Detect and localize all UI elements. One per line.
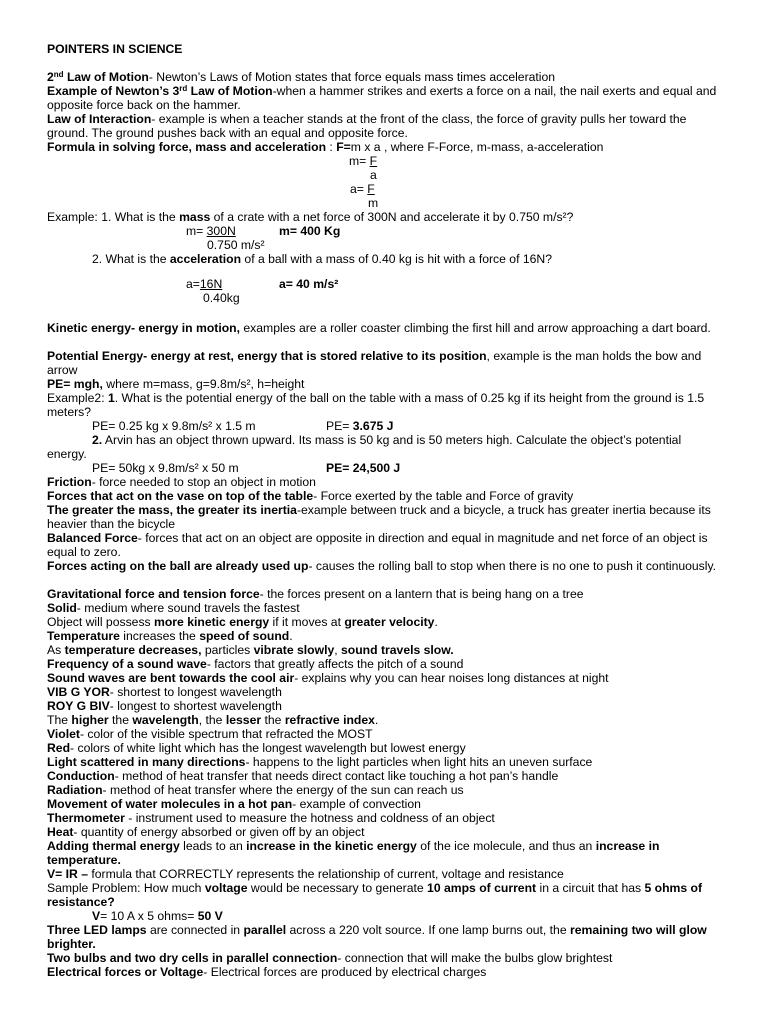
example-1-solution: m= 300N bbox=[186, 224, 236, 238]
solid-medium: Solid- medium where sound travels the fastest bbox=[47, 601, 300, 615]
example-1-denominator: 0.750 m/s² bbox=[207, 238, 265, 252]
example-1-answer: m= 400 Kg bbox=[279, 224, 341, 238]
document-title: POINTERS IN SCIENCE bbox=[47, 42, 183, 56]
example-2-question: 2. What is the acceleration of a ball with a mass of 0.40 kg is hit with a force of 16N? bbox=[92, 252, 552, 266]
thermal-energy: Adding thermal energy leads to an increase in the kinetic energy of the ice molecule, and thus an increase in temperature. bbox=[47, 839, 660, 867]
force-formula: Formula in solving force, mass and acceleration : F=m x a , where F-Force, m-mass, a-acceleration bbox=[47, 140, 604, 154]
friction: Friction- force needed to stop an object in motion bbox=[47, 475, 316, 489]
example-pe-2: 2. Arvin has an object thrown upward. Its mass is 50 kg and is 50 meters high. Calculate the object’s potential energy. bbox=[47, 433, 682, 461]
newton-second-law: 2nd Law of Motion- Newton’s Laws of Motion states that force equals mass times acceleration bbox=[47, 70, 556, 84]
convection: Movement of water molecules in a hot pan- example of convection bbox=[47, 797, 421, 811]
acceleration-formula-denominator: m bbox=[368, 196, 379, 210]
temperature-decrease: As temperature decreases, particles vibrate slowly, sound travels slow. bbox=[47, 643, 454, 657]
mass-formula: m= F bbox=[349, 154, 378, 168]
pe-formula: PE= mgh, where m=mass, g=9.8m/s², h=height bbox=[47, 377, 305, 391]
sound-frequency: Frequency of a sound wave- factors that greatly affects the pitch of a sound bbox=[47, 657, 464, 671]
electrical-forces: Electrical forces or Voltage- Electrical forces are produced by electrical charges bbox=[47, 965, 487, 979]
kinetic-velocity: Object will possess more kinetic energy if it moves at greater velocity. bbox=[47, 615, 438, 629]
vib-g-yor: VIB G YOR- shortest to longest wavelength bbox=[47, 685, 282, 699]
red: Red- colors of white light which has the longest wavelength but lowest energy bbox=[47, 741, 466, 755]
parallel-bulbs: Two bulbs and two dry cells in parallel connection- connection that will make the bulbs glow brightest bbox=[47, 951, 613, 965]
inertia: The greater the mass, the greater its inertia-example between truck and a bicycle, a truck has greater inertia because its heavier than the bicycle bbox=[47, 503, 711, 531]
radiation: Radiation- method of heat transfer where the energy of the sun can reach us bbox=[47, 783, 464, 797]
ohms-law: V= IR – formula that CORRECTLY represents the relationship of current, voltage and resistance bbox=[47, 867, 564, 881]
example-pe-1: Example2: 1. What is the potential energy of the ball on the table with a mass of 0.25 kg if its height from the ground is 1.5 meters? bbox=[47, 391, 705, 419]
sound-bending: Sound waves are bent towards the cool air- explains why you can hear noises long distances at night bbox=[47, 671, 609, 685]
balanced-force: Balanced Force- forces that act on an object are opposite in direction and equal in magnitude and net force of an object is equal to zero. bbox=[47, 531, 708, 559]
heat: Heat- quantity of energy absorbed or given off by an object bbox=[47, 825, 365, 839]
forces-on-vase: Forces that act on the vase on top of the table- Force exerted by the table and Force of gravity bbox=[47, 489, 574, 503]
light-scattered: Light scattered in many directions- happens to the light particles when light hits an uneven surface bbox=[47, 755, 593, 769]
sample-problem: Sample Problem: How much voltage would be necessary to generate 10 amps of current in a circuit that has 5 ohms of resistance? bbox=[47, 881, 703, 909]
sample-problem-answer: V= 10 A x 5 ohms= 50 V bbox=[92, 909, 223, 923]
kinetic-energy: Kinetic energy- energy in motion, examples are a roller coaster climbing the first hill and arrow approaching a dart board. bbox=[47, 321, 711, 335]
gravitational-tension: Gravitational force and tension force- the forces present on a lantern that is being hang on a tree bbox=[47, 587, 584, 601]
conduction: Conduction- method of heat transfer that needs direct contact like touching a hot pan’s handle bbox=[47, 769, 559, 783]
thermometer: Thermometer - instrument used to measure the hotness and coldness of an object bbox=[47, 811, 495, 825]
example-pe-2-answer: PE= 24,500 J bbox=[326, 461, 401, 475]
wavelength-refraction: The higher the wavelength, the lesser the refractive index. bbox=[47, 713, 379, 727]
example-2-solution: a=16N bbox=[186, 277, 223, 291]
led-lamps: Three LED lamps are connected in parallel across a 220 volt source. If one lamp burns out, the remaining two will glow brighter. bbox=[47, 923, 707, 951]
law-of-interaction: Law of Interaction- example is when a teacher stands at the front of the class, the force of gravity pulls her toward the ground. The ground pushes back with an equal and opposite force. bbox=[47, 112, 687, 140]
example-pe-2-calculation: PE= 50kg x 9.8m/s² x 50 m bbox=[92, 461, 239, 475]
example-pe-1-calculation: PE= 0.25 kg x 9.8m/s² x 1.5 m bbox=[92, 419, 256, 433]
newton-third-law-example: Example of Newton’s 3rd Law of Motion-when a hammer strikes and exerts a force on a nail, the nail exerts and equal and opposite force back on the hammer. bbox=[47, 84, 717, 112]
example-2-denominator: 0.40kg bbox=[203, 291, 240, 305]
forces-on-ball: Forces acting on the ball are already used up- causes the rolling ball to stop when there is no one to push it continuously. bbox=[47, 559, 717, 573]
mass-formula-denominator: a bbox=[370, 168, 377, 182]
potential-energy: Potential Energy- energy at rest, energy that is stored relative to its position, example is the man holds the bow and arrow bbox=[47, 349, 702, 377]
example-pe-1-answer: PE= 3.675 J bbox=[326, 419, 394, 433]
temperature-speed: Temperature increases the speed of sound. bbox=[47, 629, 293, 643]
roy-g-biv: ROY G BIV- longest to shortest wavelength bbox=[47, 699, 282, 713]
acceleration-formula: a= F bbox=[350, 182, 375, 196]
example-2-answer: a= 40 m/s² bbox=[279, 277, 339, 291]
example-1-question: Example: 1. What is the mass of a crate with a net force of 300N and accelerate it by 0.750 m/s²? bbox=[47, 210, 574, 224]
violet: Violet- color of the visible spectrum that refracted the MOST bbox=[47, 727, 373, 741]
